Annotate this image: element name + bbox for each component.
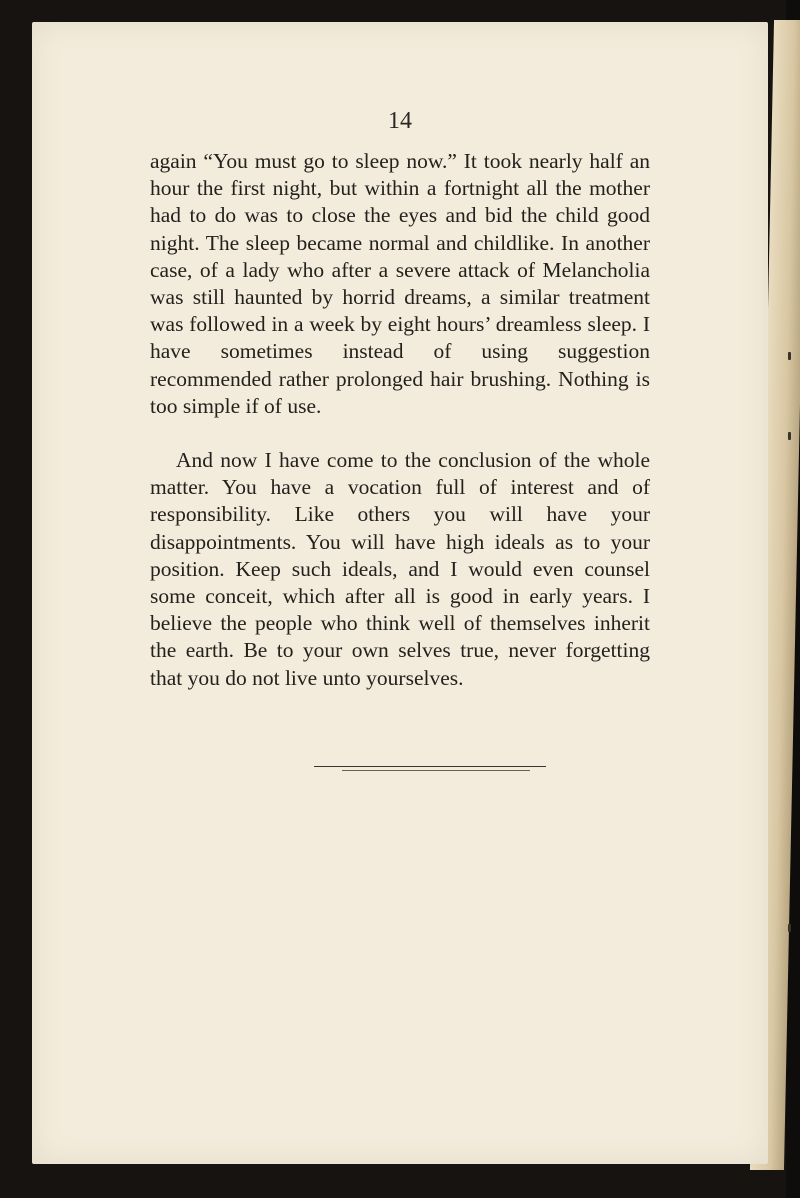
page-number: 14 bbox=[388, 108, 412, 134]
paragraph-1: again “You must go to sleep now.” It took nearly half an hour the first night, but within a fortnight all the mother had to do was to close the eyes and bid the child good night. The sleep became normal and childlike. In another case, of a lady who after a severe attack of Melancholia was still haunted by horrid dreams, a similar treatment was followed in a week by eight hours’ dreamless sleep. I have sometimes instead of using suggestion recommended rather prolonged hair brushing. Nothing is too simple if of use. bbox=[150, 149, 650, 418]
paragraph-2: And now I have come to the conclusion of the whole matter. You have a vocation full of interest and of responsibility. Like others you will have your disappointments. You will have high ideals as to your position. Keep such ideals, and I would even counsel some conceit, which after all is good in early years. I believe the people who think well of themselves inherit the earth. Be to your own selves true, never forgetting that you do not live unto yourselves. bbox=[150, 448, 650, 690]
edge-mark bbox=[788, 432, 791, 440]
page-sheet bbox=[32, 22, 768, 1164]
closing-rule bbox=[314, 766, 546, 767]
closing-rule-underline bbox=[342, 770, 530, 771]
body-text bbox=[150, 148, 650, 692]
edge-mark bbox=[788, 924, 791, 932]
edge-mark bbox=[788, 352, 791, 360]
